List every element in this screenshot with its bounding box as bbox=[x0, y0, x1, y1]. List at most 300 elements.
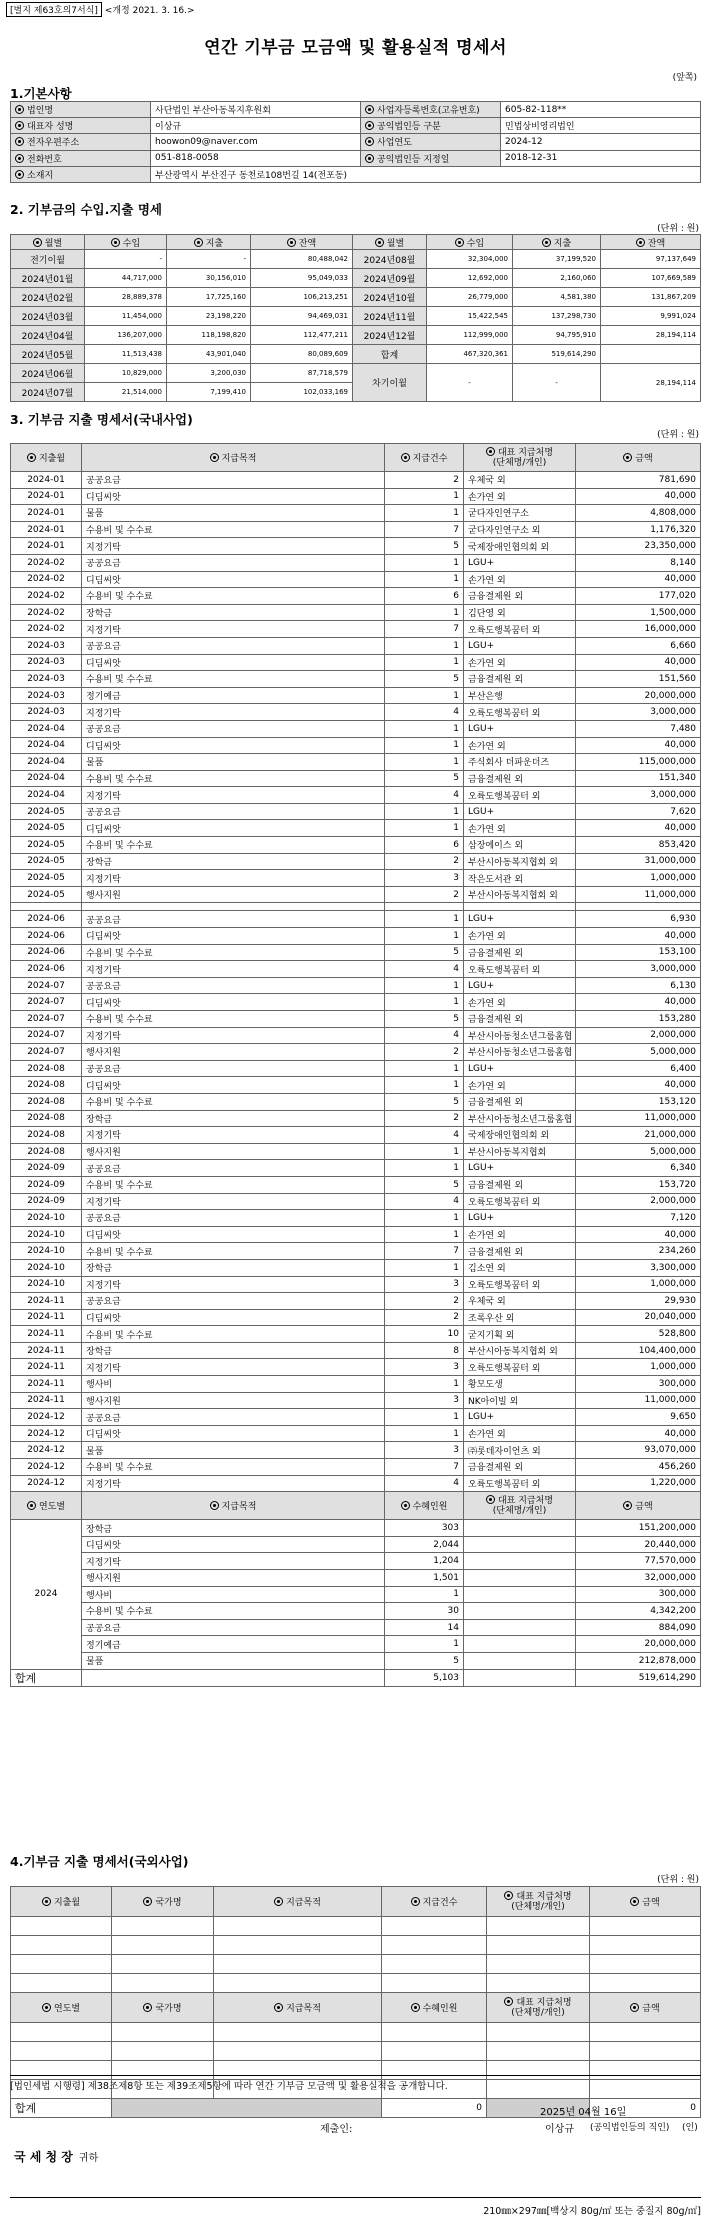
overseas-header bbox=[590, 1887, 701, 1917]
expense-month: 2024-06 bbox=[11, 944, 82, 961]
basic-label bbox=[11, 134, 151, 150]
empty-cell bbox=[112, 1974, 214, 1993]
expense-row bbox=[11, 505, 701, 522]
income-cell: 2024년08월 bbox=[353, 250, 427, 269]
bullet-circle-icon bbox=[143, 2003, 152, 2012]
expense-purpose: 지정기탁 bbox=[82, 1027, 385, 1044]
summary-payee bbox=[464, 1652, 576, 1669]
income-cell: 94,469,031 bbox=[251, 307, 353, 326]
domestic-header-text: 금액 bbox=[635, 454, 653, 464]
section4-unit: (단위 : 원) bbox=[657, 1875, 699, 1885]
submit-date: 2025년 04월 16일 bbox=[540, 2107, 627, 2118]
income-header bbox=[85, 235, 167, 250]
empty-cell bbox=[487, 2042, 590, 2061]
income-header-text: 월별 bbox=[44, 238, 63, 249]
expense-purpose: 수용비 및 수수료 bbox=[82, 1243, 385, 1260]
expense-purpose: 수용비 및 수수료 bbox=[82, 1459, 385, 1476]
expense-count: 3 bbox=[385, 1359, 464, 1376]
empty-cell bbox=[382, 1974, 487, 1993]
expense-row bbox=[11, 1459, 701, 1476]
spacer-cell bbox=[82, 903, 385, 911]
expense-payee: 금융결제원 외 bbox=[464, 1243, 576, 1260]
bullet-circle-icon bbox=[636, 238, 645, 247]
summary-amount: 4,342,200 bbox=[576, 1603, 701, 1620]
expense-row bbox=[11, 720, 701, 737]
expense-count: 1 bbox=[385, 1077, 464, 1094]
basic-label bbox=[361, 134, 501, 150]
bullet-circle-icon bbox=[15, 105, 24, 114]
expense-amount: 11,000,000 bbox=[576, 1392, 701, 1409]
expense-row bbox=[11, 1044, 701, 1061]
income-cell: 95,049,033 bbox=[251, 269, 353, 288]
summary-count: 1,204 bbox=[385, 1553, 464, 1570]
expense-amount: 1,500,000 bbox=[576, 604, 701, 621]
summary-payee bbox=[464, 1636, 576, 1653]
expense-amount: 5,000,000 bbox=[576, 1143, 701, 1160]
summary-row bbox=[11, 1586, 701, 1603]
expense-payee: 손가연 외 bbox=[464, 488, 576, 505]
bullet-circle-icon bbox=[210, 1501, 219, 1510]
overseas-header-text: 지급목적 bbox=[286, 1898, 321, 1908]
expense-payee: 손가연 외 bbox=[464, 1077, 576, 1094]
expense-month: 2024-01 bbox=[11, 505, 82, 522]
expense-purpose: 정기예금 bbox=[82, 687, 385, 704]
expense-amount: 7,120 bbox=[576, 1210, 701, 1227]
empty-cell bbox=[487, 1974, 590, 1993]
summary-count: 1 bbox=[385, 1636, 464, 1653]
payee-header-line1: 대표 지급처명 bbox=[516, 1998, 572, 2008]
basic-value: 2024-12 bbox=[501, 134, 701, 150]
summary-amount: 300,000 bbox=[576, 1586, 701, 1603]
bullet-circle-icon bbox=[210, 453, 219, 462]
bullet-circle-icon bbox=[365, 105, 374, 114]
expense-purpose: 물품 bbox=[82, 1442, 385, 1459]
income-cell: 17,725,160 bbox=[167, 288, 251, 307]
empty-cell bbox=[590, 2023, 701, 2042]
income-cell: 43,901,040 bbox=[167, 345, 251, 364]
income-cell: 전기이월 bbox=[11, 250, 85, 269]
expense-payee: 김소연 외 bbox=[464, 1259, 576, 1276]
empty-cell bbox=[487, 2023, 590, 2042]
empty-cell bbox=[487, 1917, 590, 1936]
expense-month: 2024-09 bbox=[11, 1160, 82, 1177]
expense-row bbox=[11, 977, 701, 994]
expense-purpose: 행사비 bbox=[82, 1376, 385, 1393]
expense-payee: 손가연 외 bbox=[464, 654, 576, 671]
income-cell: 32,304,000 bbox=[427, 250, 513, 269]
front-side-label: (앞쪽) bbox=[672, 73, 697, 83]
summary-row bbox=[11, 1570, 701, 1587]
bullet-circle-icon bbox=[623, 1501, 632, 1510]
expense-amount: 1,000,000 bbox=[576, 1276, 701, 1293]
overseas-summary-header-text: 지급목적 bbox=[286, 2004, 321, 2014]
expense-month: 2024-04 bbox=[11, 754, 82, 771]
summary-row bbox=[11, 1520, 701, 1537]
expense-month: 2024-08 bbox=[11, 1127, 82, 1144]
expense-purpose: 수용비 및 수수료 bbox=[82, 1093, 385, 1110]
expense-purpose: 지정기탁 bbox=[82, 1127, 385, 1144]
empty-cell bbox=[590, 1917, 701, 1936]
expense-payee: 오륙도행복꿈터 외 bbox=[464, 1276, 576, 1293]
section-income-heading: 2. 기부금의 수입.지출 명세 bbox=[10, 202, 163, 217]
expense-row bbox=[11, 1027, 701, 1044]
expense-month: 2024-04 bbox=[11, 737, 82, 754]
summary-purpose: 지정기탁 bbox=[82, 1553, 385, 1570]
expense-month: 2024-05 bbox=[11, 837, 82, 854]
expense-amount: 104,400,000 bbox=[576, 1342, 701, 1359]
income-header-text: 잔액 bbox=[298, 238, 317, 249]
expense-amount: 153,120 bbox=[576, 1093, 701, 1110]
overseas-summary-header-row bbox=[11, 1993, 701, 2023]
expense-amount: 151,560 bbox=[576, 671, 701, 688]
summary-payee bbox=[464, 1619, 576, 1636]
expense-amount: 40,000 bbox=[576, 820, 701, 837]
total-row bbox=[11, 1669, 701, 1686]
income-cell: - bbox=[85, 250, 167, 269]
basic-value: 605-82-118** bbox=[501, 102, 701, 118]
expense-row bbox=[11, 770, 701, 787]
summary-header-text: 연도별 bbox=[38, 1502, 66, 1513]
expense-count: 4 bbox=[385, 1127, 464, 1144]
overseas-header-text: 지출월 bbox=[53, 1898, 81, 1908]
expense-row bbox=[11, 1193, 701, 1210]
overseas-summary-header-payee bbox=[487, 1993, 590, 2023]
expense-month: 2024-01 bbox=[11, 538, 82, 555]
expense-amount: 40,000 bbox=[576, 1226, 701, 1243]
overseas-summary-header-text: 수혜인원 bbox=[422, 2004, 458, 2014]
summary-header-text: 지급목적 bbox=[221, 1502, 257, 1513]
expense-purpose: 지정기탁 bbox=[82, 621, 385, 638]
income-header-text: 잔액 bbox=[647, 238, 666, 249]
expense-payee: 황모도생 bbox=[464, 1376, 576, 1393]
address-value: 부산광역시 부산진구 동천로108번길 14(전포동) bbox=[151, 166, 701, 182]
income-cell: 44,717,000 bbox=[85, 269, 167, 288]
income-row bbox=[11, 345, 701, 364]
expense-count: 1 bbox=[385, 911, 464, 928]
expense-purpose: 장학금 bbox=[82, 604, 385, 621]
expense-row bbox=[11, 853, 701, 870]
expense-count: 1 bbox=[385, 820, 464, 837]
expense-purpose: 행사지원 bbox=[82, 1392, 385, 1409]
bullet-circle-icon bbox=[455, 238, 464, 247]
expense-payee: 손가연 외 bbox=[464, 571, 576, 588]
bullet-circle-icon bbox=[33, 238, 42, 247]
overseas-header bbox=[214, 1887, 382, 1917]
payee-header-line2: (단체명/개인) bbox=[511, 2008, 565, 2018]
summary-count: 1,501 bbox=[385, 1570, 464, 1587]
expense-row bbox=[11, 1210, 701, 1227]
expense-purpose: 장학금 bbox=[82, 1259, 385, 1276]
income-header bbox=[167, 235, 251, 250]
summary-header bbox=[82, 1492, 385, 1520]
expense-row bbox=[11, 737, 701, 754]
expense-amount: 20,040,000 bbox=[576, 1309, 701, 1326]
expense-purpose: 수용비 및 수수료 bbox=[82, 1176, 385, 1193]
expense-count: 1 bbox=[385, 1160, 464, 1177]
expense-count: 1 bbox=[385, 654, 464, 671]
income-row bbox=[11, 364, 701, 383]
income-cell bbox=[601, 345, 701, 364]
expense-count: 4 bbox=[385, 1193, 464, 1210]
summary-header-row bbox=[11, 1492, 701, 1520]
spacer-cell bbox=[385, 903, 464, 911]
domestic-header-row bbox=[11, 444, 701, 472]
expense-count: 2 bbox=[385, 853, 464, 870]
basic-label-text: 사업연도 bbox=[377, 138, 412, 149]
carry-cell: - bbox=[513, 364, 601, 402]
domestic-expense-table bbox=[10, 443, 701, 1687]
income-cell: 15,422,545 bbox=[427, 307, 513, 326]
expense-amount: 115,000,000 bbox=[576, 754, 701, 771]
expense-payee: NK아이빌 외 bbox=[464, 1392, 576, 1409]
expense-amount: 21,000,000 bbox=[576, 1127, 701, 1144]
expense-month: 2024-02 bbox=[11, 571, 82, 588]
income-cell: 11,513,438 bbox=[85, 345, 167, 364]
expense-count: 1 bbox=[385, 554, 464, 571]
basic-value: 민법상비영리법인 bbox=[501, 118, 701, 134]
overseas-empty-row bbox=[11, 1936, 701, 1955]
total-blank bbox=[464, 1669, 576, 1686]
overseas-header-text: 지급건수 bbox=[422, 1898, 458, 1908]
income-expense-table bbox=[10, 234, 701, 402]
expense-payee: 손가연 외 bbox=[464, 1226, 576, 1243]
income-cell: 30,156,010 bbox=[167, 269, 251, 288]
empty-cell bbox=[214, 1917, 382, 1936]
summary-amount: 32,000,000 bbox=[576, 1570, 701, 1587]
expense-month: 2024-07 bbox=[11, 1044, 82, 1061]
expense-row bbox=[11, 803, 701, 820]
expense-amount: 1,176,320 bbox=[576, 521, 701, 538]
expense-month: 2024-05 bbox=[11, 820, 82, 837]
expense-month: 2024-05 bbox=[11, 870, 82, 887]
income-cell: 137,298,730 bbox=[513, 307, 601, 326]
expense-row bbox=[11, 472, 701, 489]
bullet-circle-icon bbox=[542, 238, 551, 247]
expense-payee: LGU+ bbox=[464, 911, 576, 928]
overseas-empty-row bbox=[11, 1917, 701, 1936]
expense-row bbox=[11, 571, 701, 588]
income-cell: 2024년10월 bbox=[353, 288, 427, 307]
income-row bbox=[11, 288, 701, 307]
expense-row bbox=[11, 1309, 701, 1326]
summary-count: 303 bbox=[385, 1520, 464, 1537]
expense-month: 2024-07 bbox=[11, 1027, 82, 1044]
summary-row bbox=[11, 1603, 701, 1620]
overseas-total-amount: 0 bbox=[590, 2099, 701, 2118]
expense-row bbox=[11, 1326, 701, 1343]
summary-payee bbox=[464, 1553, 576, 1570]
basic-info-row bbox=[11, 166, 701, 182]
summary-row bbox=[11, 1536, 701, 1553]
expense-month: 2024-03 bbox=[11, 687, 82, 704]
empty-cell bbox=[382, 2023, 487, 2042]
expense-payee: 주식회사 더파운더즈 bbox=[464, 754, 576, 771]
bullet-circle-icon bbox=[27, 1501, 36, 1510]
expense-row bbox=[11, 1276, 701, 1293]
expense-payee: 오륙도행복꿈터 외 bbox=[464, 787, 576, 804]
income-cell: 94,795,910 bbox=[513, 326, 601, 345]
expense-purpose: 장학금 bbox=[82, 853, 385, 870]
expense-month: 2024-03 bbox=[11, 704, 82, 721]
expense-payee: 우체국 외 bbox=[464, 472, 576, 489]
expense-amount: 153,100 bbox=[576, 944, 701, 961]
expense-count: 5 bbox=[385, 1011, 464, 1028]
expense-amount: 8,140 bbox=[576, 554, 701, 571]
expense-row bbox=[11, 870, 701, 887]
expense-month: 2024-07 bbox=[11, 994, 82, 1011]
empty-cell bbox=[214, 1936, 382, 1955]
address-label bbox=[11, 166, 151, 182]
summary-amount: 77,570,000 bbox=[576, 1553, 701, 1570]
basic-value: 이상규 bbox=[151, 118, 361, 134]
expense-purpose: 지정기탁 bbox=[82, 870, 385, 887]
empty-cell bbox=[214, 2042, 382, 2061]
expense-purpose: 지정기탁 bbox=[82, 704, 385, 721]
income-cell: 2024년05월 bbox=[11, 345, 85, 364]
income-header bbox=[353, 235, 427, 250]
expense-payee: LGU+ bbox=[464, 803, 576, 820]
expense-month: 2024-11 bbox=[11, 1326, 82, 1343]
expense-payee: LGU+ bbox=[464, 1060, 576, 1077]
expense-row bbox=[11, 588, 701, 605]
expense-amount: 4,808,000 bbox=[576, 505, 701, 522]
summary-count: 14 bbox=[385, 1619, 464, 1636]
basic-label-text: 공익법인등 지정일 bbox=[377, 154, 450, 165]
income-cell: 7,199,410 bbox=[167, 383, 251, 402]
expense-purpose: 공공요금 bbox=[82, 803, 385, 820]
basic-info-row bbox=[11, 134, 701, 150]
overseas-summary-header bbox=[112, 1993, 214, 2023]
summary-header-text: 금액 bbox=[635, 1502, 653, 1513]
expense-count: 4 bbox=[385, 1475, 464, 1492]
expense-payee: 손가연 외 bbox=[464, 1425, 576, 1442]
expense-month: 2024-03 bbox=[11, 654, 82, 671]
recipient bbox=[14, 2148, 98, 2165]
expense-payee: 부산시아동복지협회 bbox=[464, 1143, 576, 1160]
expense-count: 1 bbox=[385, 505, 464, 522]
expense-payee: 부산시아동청소년그룹홈협 bbox=[464, 1110, 576, 1127]
section-domestic-heading: 3. 기부금 지출 명세서(국내사업) bbox=[10, 412, 193, 427]
expense-month: 2024-05 bbox=[11, 886, 82, 903]
expense-count: 5 bbox=[385, 671, 464, 688]
empty-cell bbox=[590, 1936, 701, 1955]
submitter-name: 이상규 bbox=[545, 2124, 574, 2135]
empty-cell bbox=[11, 2042, 112, 2061]
address-label-text: 소재지 bbox=[27, 170, 54, 181]
expense-amount: 29,930 bbox=[576, 1293, 701, 1310]
expense-purpose: 지정기탁 bbox=[82, 1276, 385, 1293]
expense-month: 2024-08 bbox=[11, 1077, 82, 1094]
income-header-text: 지출 bbox=[205, 238, 224, 249]
expense-payee: 오륙도행복꿈터 외 bbox=[464, 1193, 576, 1210]
bullet-circle-icon bbox=[630, 2003, 639, 2012]
seal-mark: (인) bbox=[682, 2123, 698, 2133]
summary-purpose: 디딤씨앗 bbox=[82, 1536, 385, 1553]
basic-label-text: 대표자 성명 bbox=[27, 122, 74, 133]
empty-cell bbox=[382, 1917, 487, 1936]
domestic-header-text: 지급건수 bbox=[412, 454, 448, 464]
bullet-circle-icon bbox=[504, 1891, 513, 1900]
expense-amount: 300,000 bbox=[576, 1376, 701, 1393]
income-cell: 2024년04월 bbox=[11, 326, 85, 345]
expense-payee: ㈜롯데자이언츠 외 bbox=[464, 1442, 576, 1459]
income-cell: 12,692,000 bbox=[427, 269, 513, 288]
income-cell: 2024년11월 bbox=[353, 307, 427, 326]
empty-cell bbox=[487, 1955, 590, 1974]
bottom-rule bbox=[10, 2197, 701, 2198]
income-cell: 80,488,042 bbox=[251, 250, 353, 269]
expense-payee: 김단영 외 bbox=[464, 604, 576, 621]
expense-row bbox=[11, 1127, 701, 1144]
summary-payee bbox=[464, 1586, 576, 1603]
summary-purpose: 행사지원 bbox=[82, 1570, 385, 1587]
income-cell: 3,200,030 bbox=[167, 364, 251, 383]
expense-count: 1 bbox=[385, 977, 464, 994]
expense-month: 2024-12 bbox=[11, 1442, 82, 1459]
expense-count: 1 bbox=[385, 637, 464, 654]
bullet-circle-icon bbox=[42, 1897, 51, 1906]
expense-month: 2024-08 bbox=[11, 1093, 82, 1110]
expense-row bbox=[11, 1475, 701, 1492]
income-header bbox=[601, 235, 701, 250]
expense-payee: 굳다자인연구소 bbox=[464, 505, 576, 522]
expense-count: 4 bbox=[385, 961, 464, 978]
expense-count: 5 bbox=[385, 538, 464, 555]
expense-payee: 손가연 외 bbox=[464, 928, 576, 945]
summary-purpose: 물품 bbox=[82, 1652, 385, 1669]
expense-row bbox=[11, 1011, 701, 1028]
expense-payee: 국제장애인협의회 외 bbox=[464, 538, 576, 555]
expense-payee: LGU+ bbox=[464, 1160, 576, 1177]
basic-value: hoowon09@naver.com bbox=[151, 134, 361, 150]
expense-purpose: 공공요금 bbox=[82, 472, 385, 489]
bullet-circle-icon bbox=[27, 453, 36, 462]
spacer-cell bbox=[464, 903, 576, 911]
basic-label bbox=[11, 118, 151, 134]
payee-header-line2: (단체명/개인) bbox=[492, 458, 547, 468]
expense-month: 2024-10 bbox=[11, 1259, 82, 1276]
income-cell: 131,867,209 bbox=[601, 288, 701, 307]
expense-row bbox=[11, 961, 701, 978]
submitter-seal-note: (공익법인등의 직인) bbox=[590, 2123, 670, 2133]
expense-payee: 오륙도행복꿈터 외 bbox=[464, 961, 576, 978]
expense-count: 1 bbox=[385, 1143, 464, 1160]
expense-row bbox=[11, 928, 701, 945]
expense-month: 2024-11 bbox=[11, 1309, 82, 1326]
expense-payee: 부산은행 bbox=[464, 687, 576, 704]
expense-count: 1 bbox=[385, 1409, 464, 1426]
income-cell: 80,089,609 bbox=[251, 345, 353, 364]
domestic-header-payee bbox=[464, 444, 576, 472]
expense-month: 2024-01 bbox=[11, 521, 82, 538]
total-label: 합계 bbox=[11, 1669, 82, 1686]
expense-month: 2024-02 bbox=[11, 588, 82, 605]
bullet-circle-icon bbox=[111, 238, 120, 247]
income-cell: 2024년02월 bbox=[11, 288, 85, 307]
expense-amount: 1,000,000 bbox=[576, 1359, 701, 1376]
expense-payee: LGU+ bbox=[464, 1210, 576, 1227]
expense-count: 1 bbox=[385, 1226, 464, 1243]
expense-purpose: 공공요금 bbox=[82, 1060, 385, 1077]
summary-purpose: 공공요금 bbox=[82, 1619, 385, 1636]
empty-cell bbox=[11, 2023, 112, 2042]
bullet-circle-icon bbox=[486, 447, 495, 456]
bullet-circle-icon bbox=[15, 154, 24, 163]
expense-purpose: 수용비 및 수수료 bbox=[82, 588, 385, 605]
overseas-total-label: 합계 bbox=[11, 2099, 112, 2118]
overseas-empty-row bbox=[11, 2023, 701, 2042]
expense-count: 1 bbox=[385, 803, 464, 820]
